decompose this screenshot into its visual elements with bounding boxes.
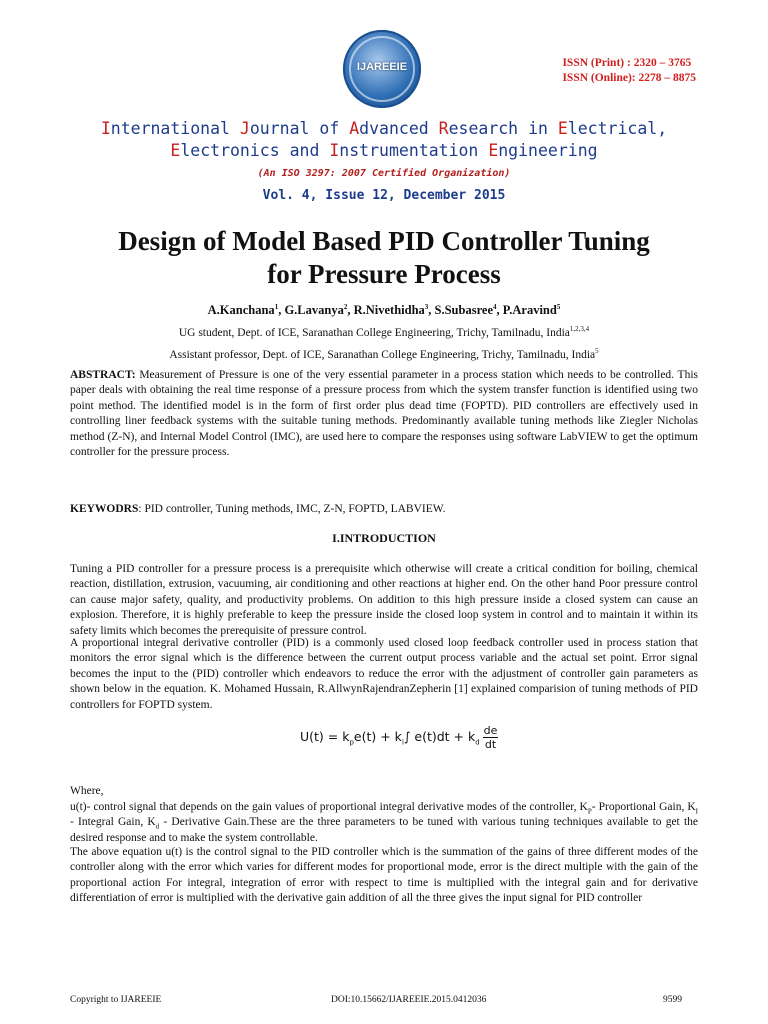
issn-print: ISSN (Print) : 2320 – 3765 [562,57,692,69]
affiliation-1-text: UG student, Dept. of ICE, Saranathan College Engineering, Trichy, Tamilnadu, India [178,327,570,339]
eq-sub: p [349,738,354,747]
author: A.Kanchana [207,303,275,317]
issn-block [562,56,696,86]
journal-name [0,118,768,162]
eq-part: ∫ e(t)dt + k [403,729,476,744]
eq-part: e(t) + k [353,729,402,744]
def-text: - Integral Gain, K [70,816,156,829]
author: S.Subasree [434,303,493,317]
title-line-1: Design of Model Based PID Controller Tuning [118,226,650,256]
journal-line-2: Electronics and Instrumentation Engineering [170,141,598,160]
author-sup: 4 [493,302,497,311]
affiliation-2 [0,349,768,361]
issn-online: ISSN (Online): 2278 – 8875 [562,72,696,84]
variable-definitions [70,800,698,846]
pid-equation [300,724,498,751]
certification: (An ISO 3297: 2007 Certified Organization) [257,168,511,179]
def-sub: d [155,822,160,831]
keywords [70,502,698,517]
keywords-text: : PID controller, Tuning methods, IMC, Z-N, FOPTD, LABVIEW. [138,503,446,515]
intro-paragraph-3: The above equation u(t) is the control signal to the PID controller which is the summation of the gains of three different modes of the controller along with the error which varies for different modes for proportional mode, error is the direct multiple with the gain of the proportional action For integral, integration of error with respect to time is multiplied with the integral gain and for derivative differentiation of error is multiplied with the derivative gain addition of all the three gives the input signal for PID controller [70,846,698,905]
eq-numerator: de [483,724,498,737]
affiliation-1 [0,327,768,339]
author: R.Nivethidha [353,303,425,317]
affiliation-2-sup: 5 [595,347,599,356]
footer-page-number: 9599 [663,995,682,1005]
eq-sub: d [475,738,480,747]
eq-sub: i [401,738,404,747]
def-text: u(t)- control signal that depends on the gain values of proportional integral derivative modes of the controller, K [70,801,588,813]
def-text: - Derivative Gain.These are the three parameters to be tuned with various tuning techniques available to get the desired response and to make the system controllable. [70,816,698,844]
abstract-text: Measurement of Pressure is one of the very essential parameter in a process station which needs to be controlled. This paper deals with obtaining the real time response of a pressure process from which the system transfer function is identified using two point method. The identified model is in the form of first order plus dead time (FOPTD). PID controllers are effectively used in controlling liner feedback systems with the suitable tuning methods. Predominantly available tuning methods like Ziegler Nicholas method (Z-N), and Internal Model Control (IMC), are used here to compare the responses using software LabVIEW to get the optimum controller for the pressure process. [70,369,698,459]
title-line-2: for Pressure Process [267,259,501,289]
keywords-label: KEYWODRS [70,503,139,515]
footer-doi: DOI:10.15662/IJAREEIE.2015.0412036 [331,995,487,1005]
eq-part: U(t) = k [300,729,350,744]
logo-text: IJAREEIE [356,61,408,73]
author-sup: 3 [424,302,429,311]
author-sup: 2 [343,302,348,311]
author: P.Aravind [502,303,557,317]
intro-paragraph-1: Tuning a PID controller for a pressure process is a prerequisite which otherwise will create a critical condition for boiling, chemical reaction, distillation, extrusion, vacuuming, air conditioning and other reactions at higher end. On the other hand Poor pressure control can cause major safety, quality, and productivity problems. On addition to this high pressure inside a closed system can cause an explosion. Therefore, it is highly preferable to keep the pressure inside the closed loop system in control and to maintain it within its safety limits which becomes the prerequisite of pressure control. [70,563,698,637]
affiliation-1-sup: 1,2,3,4 [569,325,590,334]
eq-fraction [483,724,499,751]
author-list: A.Kanchana$^1$, G.Lavanya$^2$, R.Nivethidha$^3$, S.Subasree$^4$, P.Aravind$^5$ [207,302,561,317]
journal-logo [343,30,421,108]
def-text: - Proportional Gain, K [591,801,696,813]
eq-denominator: dt [484,738,497,751]
section-heading: I.INTRODUCTION [332,531,436,545]
abstract [70,368,698,460]
intro-paragraph-2: A proportional integral derivative controller (PID) is a commonly used closed loop feedback controller used in process station that monitors the error signal which is the difference between the current output process variable and the actual set point. Error signal becomes the input to the (PID) controller which endeavors to reduce the error with the adjustment of controller gain parameters as shown below in the equation. K. Mohamed Hussain, R.AllwynRajendranZepherin [1] explained comparision of tuning methods of PID controllers for FOPTD system. [70,637,698,711]
def-sub: I [695,807,698,816]
volume-issue: Vol. 4, Issue 12, December 2015 [262,188,506,203]
affiliation-2-text: Assistant professor, Dept. of ICE, Saranathan College Engineering, Trichy, Tamilnadu, India [169,349,596,361]
abstract-label: ABSTRACT: [70,369,136,381]
journal-line-1: International Journal of Advanced Research in Electrical, [100,119,668,138]
author-sup: 1 [274,302,279,311]
author: G.Lavanya [284,303,344,317]
where-label: Where, [70,785,104,797]
author-sup: 5 [556,302,561,311]
paper-title [40,225,728,291]
footer-copyright: Copyright to IJAREEIE [70,995,162,1005]
def-sub: P [587,807,592,816]
